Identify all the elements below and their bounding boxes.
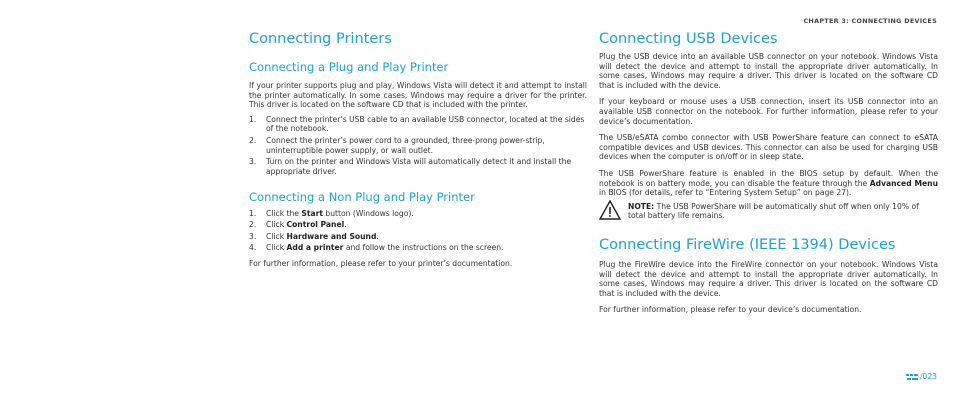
list-item: 2. Click Control Panel. — [249, 220, 347, 230]
usb-paragraph-1: Plug the USB device into an available USB connector on your notebook. Windows Vista will detect the device and attempt to install the appropriate driver automatically. In some cases, Windows may require a driver. This driver is located on the software CD that is included with the device. — [599, 52, 938, 90]
plug-play-intro: If your printer supports plug and play, Windows Vista will detect it and attempt to install the printer automatically. In some cases, Windows may require a driver for the printer. This driver is located on the software CD that is included with the printer. — [249, 81, 587, 110]
left-column — [249, 30, 587, 269]
firewire-paragraph-2: For further information, please refer to your device’s documentation. — [599, 305, 862, 315]
list-item: 3. Turn on the printer and Windows Vista will automatically detect it and install the appropriate driver. — [249, 157, 572, 176]
usb-note — [599, 202, 938, 221]
subsection-title-plug-play: Connecting a Plug and Play Printer — [249, 60, 449, 74]
right-column — [599, 30, 938, 315]
section-title-printers: Connecting Printers — [249, 31, 392, 47]
note-text: NOTE: The USB PowerShare will be automatically shut off when only 10% of total battery life remains. — [628, 201, 919, 221]
non-plug-play-steps — [249, 209, 587, 252]
usb-paragraph-4: The USB PowerShare feature is enabled in the BIOS setup by default. When the notebook is on battery mode, you can disable the feature through the Advanced Menu in BIOS (for details, refer to “Entering System Setup” on page 27). — [599, 168, 938, 198]
warning-icon — [599, 200, 621, 224]
list-item: 2. Connect the printer’s power cord to a grounded, three-prong power-strip, uninterruptible power supply, or wall outlet. — [249, 135, 545, 155]
list-item: 3. Click Hardware and Sound. — [249, 231, 379, 241]
page-number: /023 — [906, 372, 937, 382]
list-item: 1. Click the Start button (Windows logo). — [249, 209, 414, 219]
list-item: 4. Click Add a printer and follow the instructions on the screen. — [249, 242, 504, 252]
firewire-paragraph-1: Plug the FireWire device into the FireWire connector on your notebook. Windows Vista will detect the device and attempt to install the appropriate driver automatically. In some cases, Windows may require a driver. This driver is located on the software CD that is included with the device. — [599, 259, 938, 298]
list-item: 1. Connect the printer’s USB cable to an available USB connector, located at the sides of the notebook. — [249, 114, 585, 134]
plug-play-steps — [249, 115, 587, 177]
printer-footer-note: For further information, please refer to your printer’s documentation. — [249, 259, 513, 269]
usb-paragraph-3: The USB/eSATA combo connector with USB PowerShare feature can connect to eSATA compatible devices and USB devices. This connector can also be used for charging USB devices when the computer is on/off or in sleep state. — [599, 133, 938, 162]
section-title-firewire: Connecting FireWire (IEEE 1394) Devices — [599, 236, 896, 253]
section-title-usb: Connecting USB Devices — [599, 31, 778, 47]
chapter-header: CHAPTER 3: CONNECTING DEVICES — [803, 17, 937, 25]
brand-logo-icon — [906, 373, 919, 382]
usb-paragraph-2: If your keyboard or mouse uses a USB connection, insert its USB connector into an available USB connector on the notebook. For further information, please refer to your device’s documentation. — [599, 97, 938, 126]
subsection-title-non-plug-play: Connecting a Non Plug and Play Printer — [249, 190, 475, 205]
